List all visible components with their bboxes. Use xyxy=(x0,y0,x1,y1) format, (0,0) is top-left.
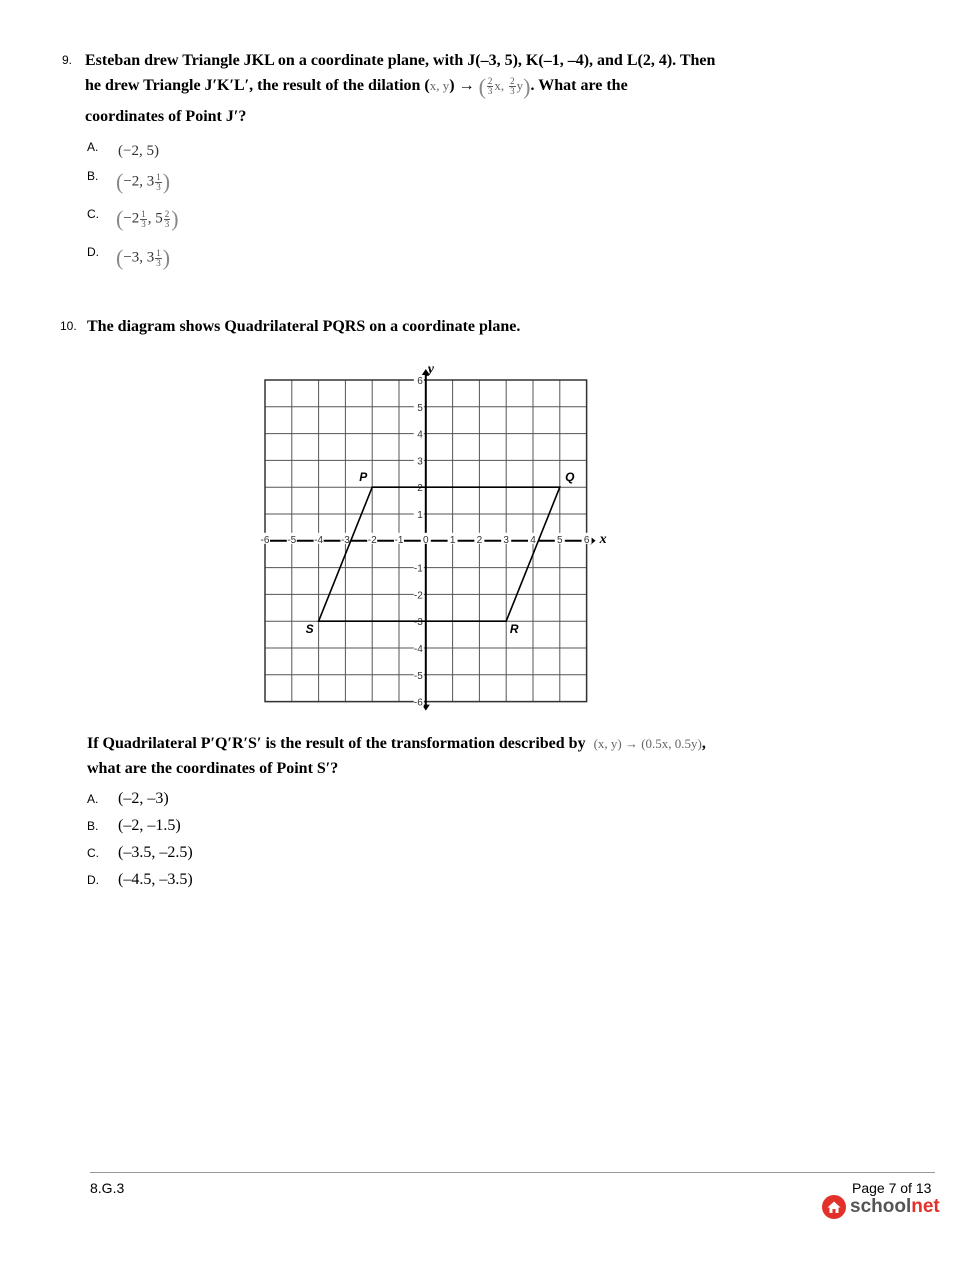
vertex-label-r: R xyxy=(509,622,519,637)
x-tick-label: 5 xyxy=(557,534,563,546)
option-value[interactable]: (–4.5, –3.5) xyxy=(118,871,193,888)
dilation-outro: . What are the xyxy=(530,77,628,94)
x-axis-label: x xyxy=(599,531,607,547)
dilation-arrow: ) → xyxy=(449,77,475,94)
transformation-rule: (x, y) → (0.5x, 0.5y) xyxy=(593,736,702,751)
vertex-label-q: Q xyxy=(565,470,575,485)
question-9-line-3: coordinates of Point J′? xyxy=(85,108,247,125)
option-letter: B. xyxy=(87,819,99,833)
vertex-label-s: S xyxy=(305,622,314,637)
option-value[interactable]: (−2, 5) xyxy=(118,143,159,159)
y-tick-label: 3 xyxy=(417,456,423,468)
y-tick-label: 5 xyxy=(417,402,423,414)
quadrilateral-outline xyxy=(319,487,560,621)
y-tick-label: -3 xyxy=(413,617,423,629)
option-letter: C. xyxy=(87,207,99,221)
question-9-line-2: he drew Triangle J′K′L′, the result of the dilation (x, y) → ( $\frac{2}{3}$ x, $\frac{2}{3}$ y). What are the xyxy=(85,73,628,99)
x-tick-label: -3 xyxy=(340,534,350,546)
y-tick-label: 6 xyxy=(417,376,423,387)
option-value[interactable]: (−3, 3 $\frac{1}{3}$ ) xyxy=(116,245,171,270)
y-tick-label: -4 xyxy=(413,644,423,655)
y-tick-label: -6 xyxy=(413,697,423,709)
question-10-stem: The diagram shows Quadrilateral PQRS on a coordinate plane. xyxy=(87,318,521,335)
coordinate-plane xyxy=(255,360,605,715)
option-value[interactable]: (−2, 3 $\frac{1}{3}$ ) xyxy=(116,169,171,194)
option-letter: D. xyxy=(87,245,99,259)
x-tick-label: -6 xyxy=(260,534,270,546)
x-tick-label: -4 xyxy=(314,534,324,546)
x-tick-label: -1 xyxy=(394,534,404,546)
question-10-after-line-2: what are the coordinates of Point S′? xyxy=(87,760,339,777)
page-number: Page 7 of 13 xyxy=(852,1180,932,1196)
standard-code: 8.G.3 xyxy=(90,1180,125,1196)
vertex-label-p: P xyxy=(359,470,368,485)
option-value[interactable]: (–2, –3) xyxy=(118,790,169,807)
option-value[interactable]: (–2, –1.5) xyxy=(118,817,181,834)
option-letter: A. xyxy=(87,140,99,154)
question-9-line-1: Esteban drew Triangle JKL on a coordinate plane, with J(–3, 5), K(–1, –4), and L(2, 4). Then xyxy=(85,52,716,69)
x-tick-label: 3 xyxy=(503,534,509,546)
x-tick-label: 4 xyxy=(530,534,536,546)
schoolnet-logo: schoolnet xyxy=(822,1195,940,1219)
dilation-intro: he drew Triangle J′K′L′, the result of the dilation ( xyxy=(85,77,430,94)
y-tick-label: 4 xyxy=(417,429,423,441)
tick-labels xyxy=(260,362,607,709)
y-tick-label: -5 xyxy=(413,670,423,682)
dilation-xy: x, y xyxy=(429,78,450,93)
fraction: $\frac{2}{3}$ xyxy=(487,75,493,96)
option-value[interactable]: (–3.5, –2.5) xyxy=(118,844,193,861)
y-tick-label: 2 xyxy=(417,483,423,495)
x-tick-label: -5 xyxy=(287,534,297,546)
question-number: 9. xyxy=(62,53,73,67)
x-tick-label: -2 xyxy=(367,534,377,546)
x-tick-label: 6 xyxy=(583,534,590,546)
option-letter: A. xyxy=(87,792,99,806)
house-icon xyxy=(822,1195,846,1219)
option-letter: B. xyxy=(87,169,99,183)
y-tick-label: 1 xyxy=(417,510,423,521)
quadrilateral-pqrs xyxy=(304,470,576,636)
option-value[interactable]: (−2 $\frac{1}{3}$ , 5 $\frac{2}{3}$ ) xyxy=(116,206,179,231)
question-number: 10. xyxy=(60,319,77,333)
question-10-after-line-1: If Quadrilateral P′Q′R′S′ is the result of the transformation described by (x, y) → (0.5x, 0.5y), xyxy=(87,735,706,752)
x-tick-label: 0 xyxy=(423,534,429,546)
y-tick-label: -2 xyxy=(413,590,423,602)
x-tick-label: 1 xyxy=(449,534,456,546)
fraction: $\frac{2}{3}$ xyxy=(510,75,515,96)
option-letter: D. xyxy=(87,873,99,887)
y-tick-label: -1 xyxy=(413,563,423,575)
y-axis-label: y xyxy=(427,362,435,377)
option-letter: C. xyxy=(87,846,99,860)
footer-divider xyxy=(90,1172,935,1173)
x-tick-label: 2 xyxy=(476,534,483,546)
